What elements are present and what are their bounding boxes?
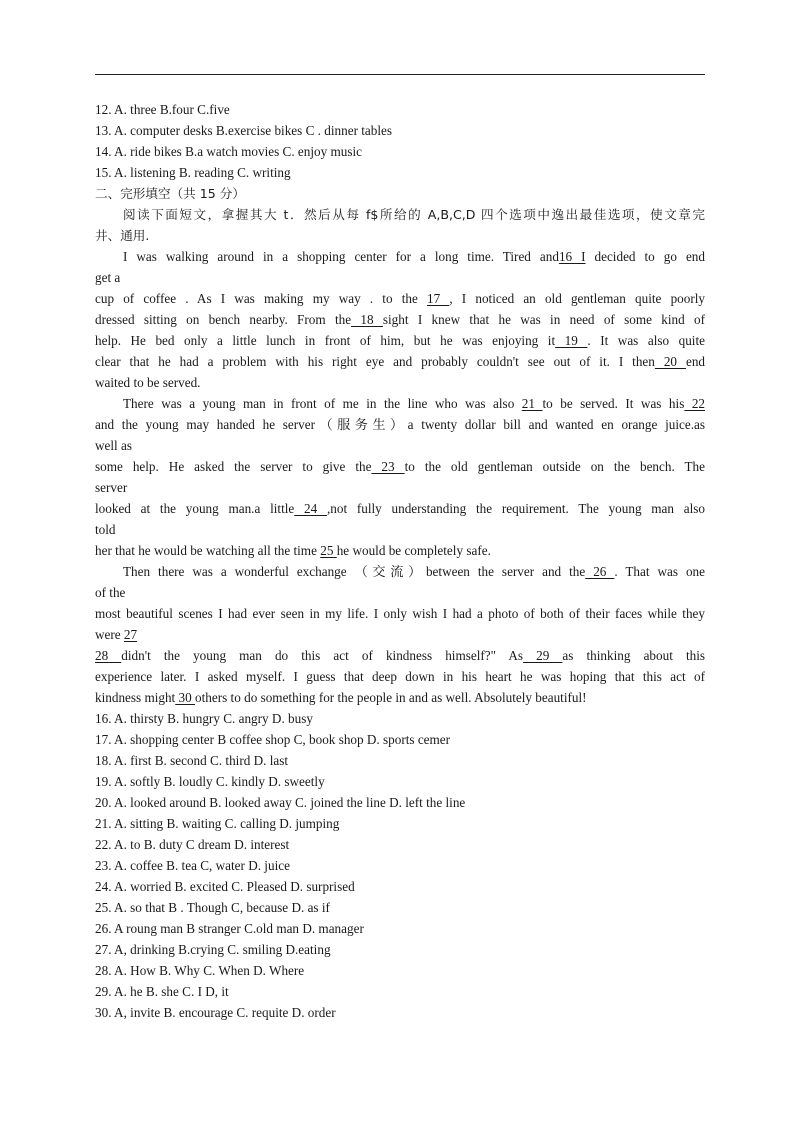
blank-22: 22: [684, 396, 705, 411]
passage-p2-line-4: some help. He asked the server to give the 23 to the old gentleman outside on the bench. The: [95, 459, 705, 474]
passage-p1-line-3: cup of coffee . As I was making my way . to the 17 , I noticed an old gentleman quite poorly: [95, 291, 705, 306]
question-20: 20. A. looked around B. looked away C. joined the line D. left the line: [95, 795, 466, 810]
blank-26: 26: [585, 564, 615, 579]
passage-p2-line-8: her that he would be watching all the time 25 he would be completely safe.: [95, 543, 491, 558]
passage-p1-line-7: waited to be served.: [95, 375, 201, 390]
passage-p4-line-2: experience later. I asked myself. I guess that deep down in his heart he was hoping that this act of: [95, 669, 705, 684]
passage-p1-line-1: I was walking around in a shopping center for a long time. Tired and16 I decided to go end: [123, 249, 705, 264]
blank-29: 29: [523, 648, 563, 663]
blank-18: 18: [351, 312, 383, 327]
question-18: 18. A. first B. second C. third D. last: [95, 753, 289, 768]
question-23: 23. A. coffee B. tea C, water D. juice: [95, 858, 290, 873]
question-28: 28. A. How B. Why C. When D. Where: [95, 963, 305, 978]
question-29: 29. A. he B. she C. I D, it: [95, 984, 229, 999]
section-title: 二、完形填空（共 15 分）: [95, 186, 245, 201]
blank-28: 28: [95, 648, 122, 663]
blank-27: 27: [123, 627, 138, 642]
blank-30: 30: [175, 690, 196, 705]
top-rule: [95, 74, 705, 75]
question-14: 14. A. ride bikes B.a watch movies C. enjoy music: [95, 144, 363, 159]
passage-p2-line-7: told: [95, 522, 116, 537]
blank-25: 25: [320, 543, 337, 558]
blank-21: 21: [521, 396, 543, 411]
passage-p4-line-1: 28 didn't the young man do this act of kindness himself?" As 29 as thinking about this: [95, 648, 705, 663]
question-25: 25. A. so that B . Though C, because D. as if: [95, 900, 330, 915]
cloze-passage: [95, 246, 705, 708]
question-16: 16. A. thirsty B. hungry C. angry D. busy: [95, 711, 313, 726]
passage-p4-line-3: kindness might 30 others to do something for the people in and as well. Absolutely beautiful!: [95, 690, 587, 705]
instructions-line-2: 井、通用.: [95, 228, 150, 243]
blank-19: 19: [555, 333, 588, 348]
question-list-16-30: [95, 708, 705, 1023]
passage-p2-line-3: well as: [95, 438, 132, 453]
blank-17: 17: [426, 291, 450, 306]
question-13: 13. A. computer desks B.exercise bikes C . dinner tables: [95, 123, 393, 138]
passage-p2-line-5: server: [95, 480, 128, 495]
question-26: 26. A roung man B stranger C.old man D. manager: [95, 921, 364, 936]
passage-p2-line-2: and the young may handed he server（服务生）a twenty dollar bill and wanted en orange juice.as: [95, 417, 705, 432]
passage-p1-line-6: clear that he had a problem with his right eye and probably couldn't see out of it. I then 20 end: [95, 354, 705, 369]
question-27: 27. A, drinking B.crying C. smiling D.eating: [95, 942, 331, 957]
question-24: 24. A. worried B. excited C. Pleased D. surprised: [95, 879, 355, 894]
blank-24: 24: [294, 501, 327, 516]
passage-p1-line-5: help. He bed only a little lunch in front of him, but he was enjoying it 19 . It was also quite: [95, 333, 705, 348]
question-list-12-15: [95, 99, 705, 183]
blank-23: 23: [371, 459, 405, 474]
question-22: 22. A. to B. duty C dream D. interest: [95, 837, 290, 852]
blank-20: 20: [654, 354, 686, 369]
passage-p1-line-4: dressed sitting on bench nearby. From the 18 sight I knew that he was in need of some kind of: [95, 312, 705, 327]
instructions-line-1: 阅读下面短文，拿握其大 t．然后从每 f$所给的 A,B,C,D 四个选项中逸出最佳选项，使文章完: [123, 207, 705, 222]
passage-p1-line-2: get a: [95, 270, 121, 285]
passage-p2-line-1: There was a young man in front of me in the line who was also 21 to be served. It was his 22: [123, 396, 705, 411]
question-19: 19. A. softly B. loudly C. kindly D. sweetly: [95, 774, 325, 789]
passage-p3-line-3: most beautiful scenes I had ever seen in my life. I only wish I had a photo of both of their faces while they: [95, 606, 705, 621]
passage-p2-line-6: looked at the young man.a little 24 ,not fully understanding the requirement. The young man also: [95, 501, 705, 516]
question-21: 21. A. sitting B. waiting C. calling D. jumping: [95, 816, 340, 831]
passage-p3-line-1: Then there was a wonderful exchange （交流）between the server and the 26 . That was one: [123, 564, 705, 579]
question-17: 17. A. shopping center B coffee shop C, book shop D. sports cemer: [95, 732, 451, 747]
question-12: 12. A. three B.four C.five: [95, 102, 230, 117]
blank-16: 16 I: [558, 249, 586, 264]
question-15: 15. A. listening B. reading C. writing: [95, 165, 291, 180]
passage-p3-line-2: of the: [95, 585, 126, 600]
question-30: 30. A, invite B. encourage C. requite D. order: [95, 1005, 336, 1020]
passage-p3-line-4: were 27: [95, 627, 138, 642]
exam-page: [95, 99, 705, 1023]
